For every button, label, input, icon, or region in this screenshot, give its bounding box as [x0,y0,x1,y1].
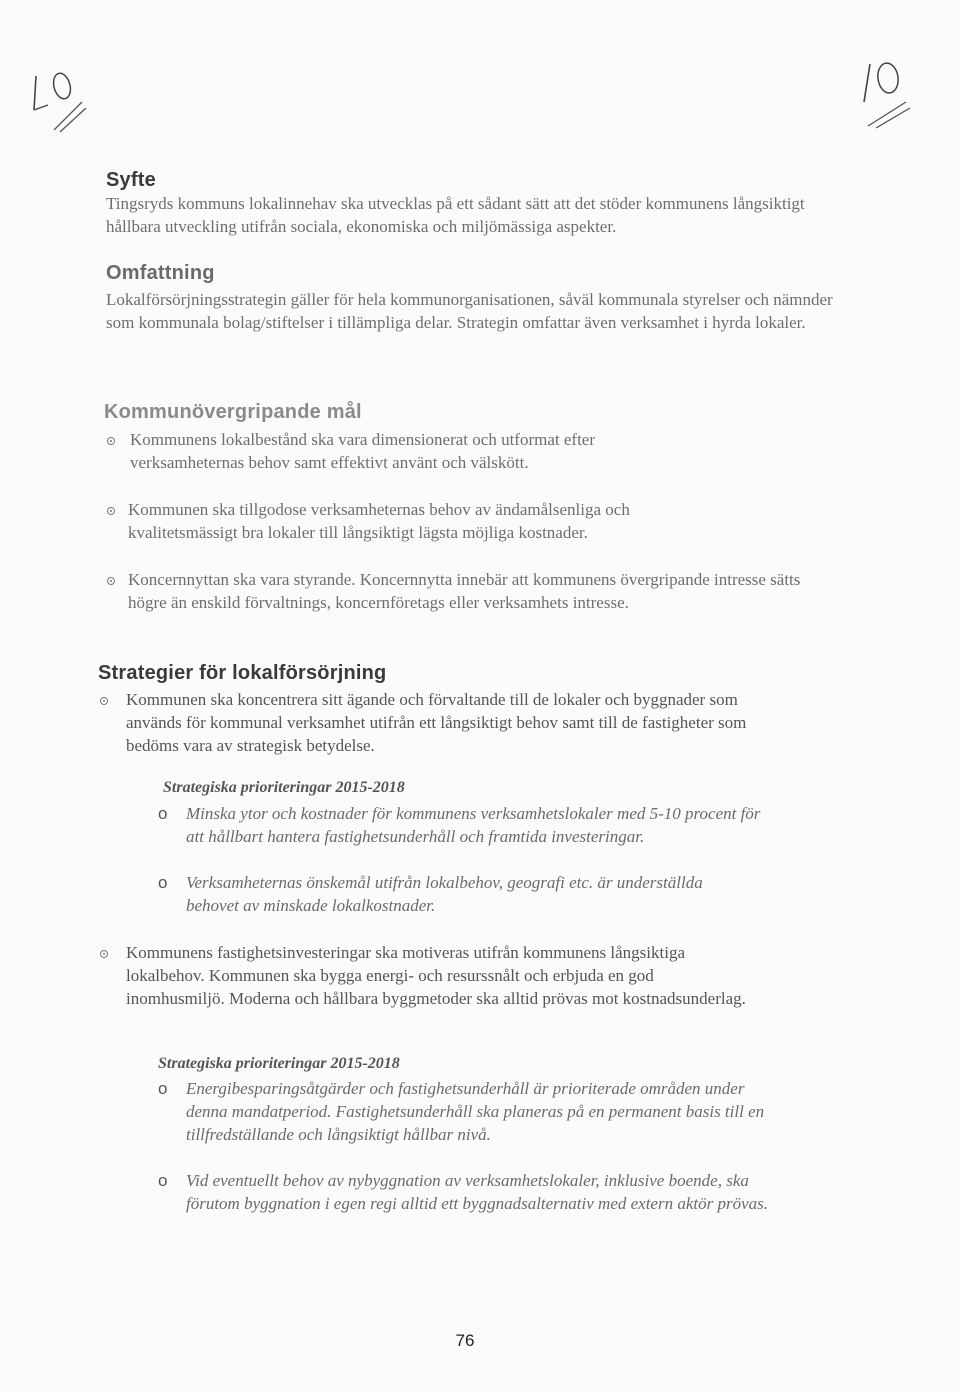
section-text-syfte: Tingsryds kommuns lokalinnehav ska utvecklas på ett sådant sätt att det stöder kommunens långsiktigt hållbara utveckling utifrån sociala, ekonomiska och miljömässiga aspekter. [106,194,805,236]
strategy-item: Kommunens fastighetsinvesteringar ska motiveras utifrån kommunens långsiktiga lokalbehov. Kommunen ska bygga energi- och resurssnålt och erbjuda en god inomhusmiljö. Moderna och hållbara byggmetoder ska alltid prövas mot kostnadsunderlag. [126,943,746,1008]
section-text-omfattning: Lokalförsörjningsstrategin gäller för hela kommunorganisationen, såväl kommunala styrelser och nämnder som kommunala bolag/stiftelser i tillämpliga delar. Strategin omfattar även verksamhet i hyrda lokaler. [106,290,833,332]
section-heading-strategier: Strategier för lokalförsörjning [98,662,387,684]
handwritten-mark-left [28,58,118,138]
priority-heading: Strategiska prioriteringar 2015-2018 [163,779,405,796]
bullet-icon [100,697,108,705]
page-number: 76 [455,1331,475,1350]
bullet-icon [100,950,108,958]
bullet-icon [107,437,115,445]
strategy-item: Kommunen ska koncentrera sitt ägande och förvaltande till de lokaler och byggnader som används för kommunal verksamhet utifrån ett långsiktigt behov samt till de fastigheter som bedöms vara av strategisk betydelse. [126,690,747,755]
handwritten-annotation-right [848,50,938,130]
goal-item: Kommunens lokalbestånd ska vara dimensionerat och utformat efter verksamheternas behov samt effektivt använt och välskött. [130,430,595,472]
bullet-icon [107,507,115,515]
section-heading-syfte: Syfte [106,169,156,191]
section-heading-mal: Kommunövergripande mål [104,401,362,423]
circle-bullet-icon: o [158,873,168,892]
handwritten-mark-right [848,50,938,130]
goal-item: Koncernnyttan ska vara styrande. Koncernnytta innebär att kommunens övergripande intresse sätts högre än enskild förvaltnings, koncernföretags eller verksamhets intresse. [128,570,801,612]
circle-bullet-icon: o [158,804,168,823]
goal-item: Kommunen ska tillgodose verksamheternas behov av ändamålsenliga och kvalitetsmässigt bra lokaler till långsiktigt lägsta möjliga kostnader. [128,500,630,542]
circle-bullet-icon: o [158,1079,168,1098]
bullet-icon [107,577,115,585]
section-heading-omfattning: Omfattning [106,262,215,284]
circle-bullet-icon: o [158,1171,168,1190]
handwritten-annotation-left [28,58,118,138]
priority-heading: Strategiska prioriteringar 2015-2018 [158,1055,400,1072]
